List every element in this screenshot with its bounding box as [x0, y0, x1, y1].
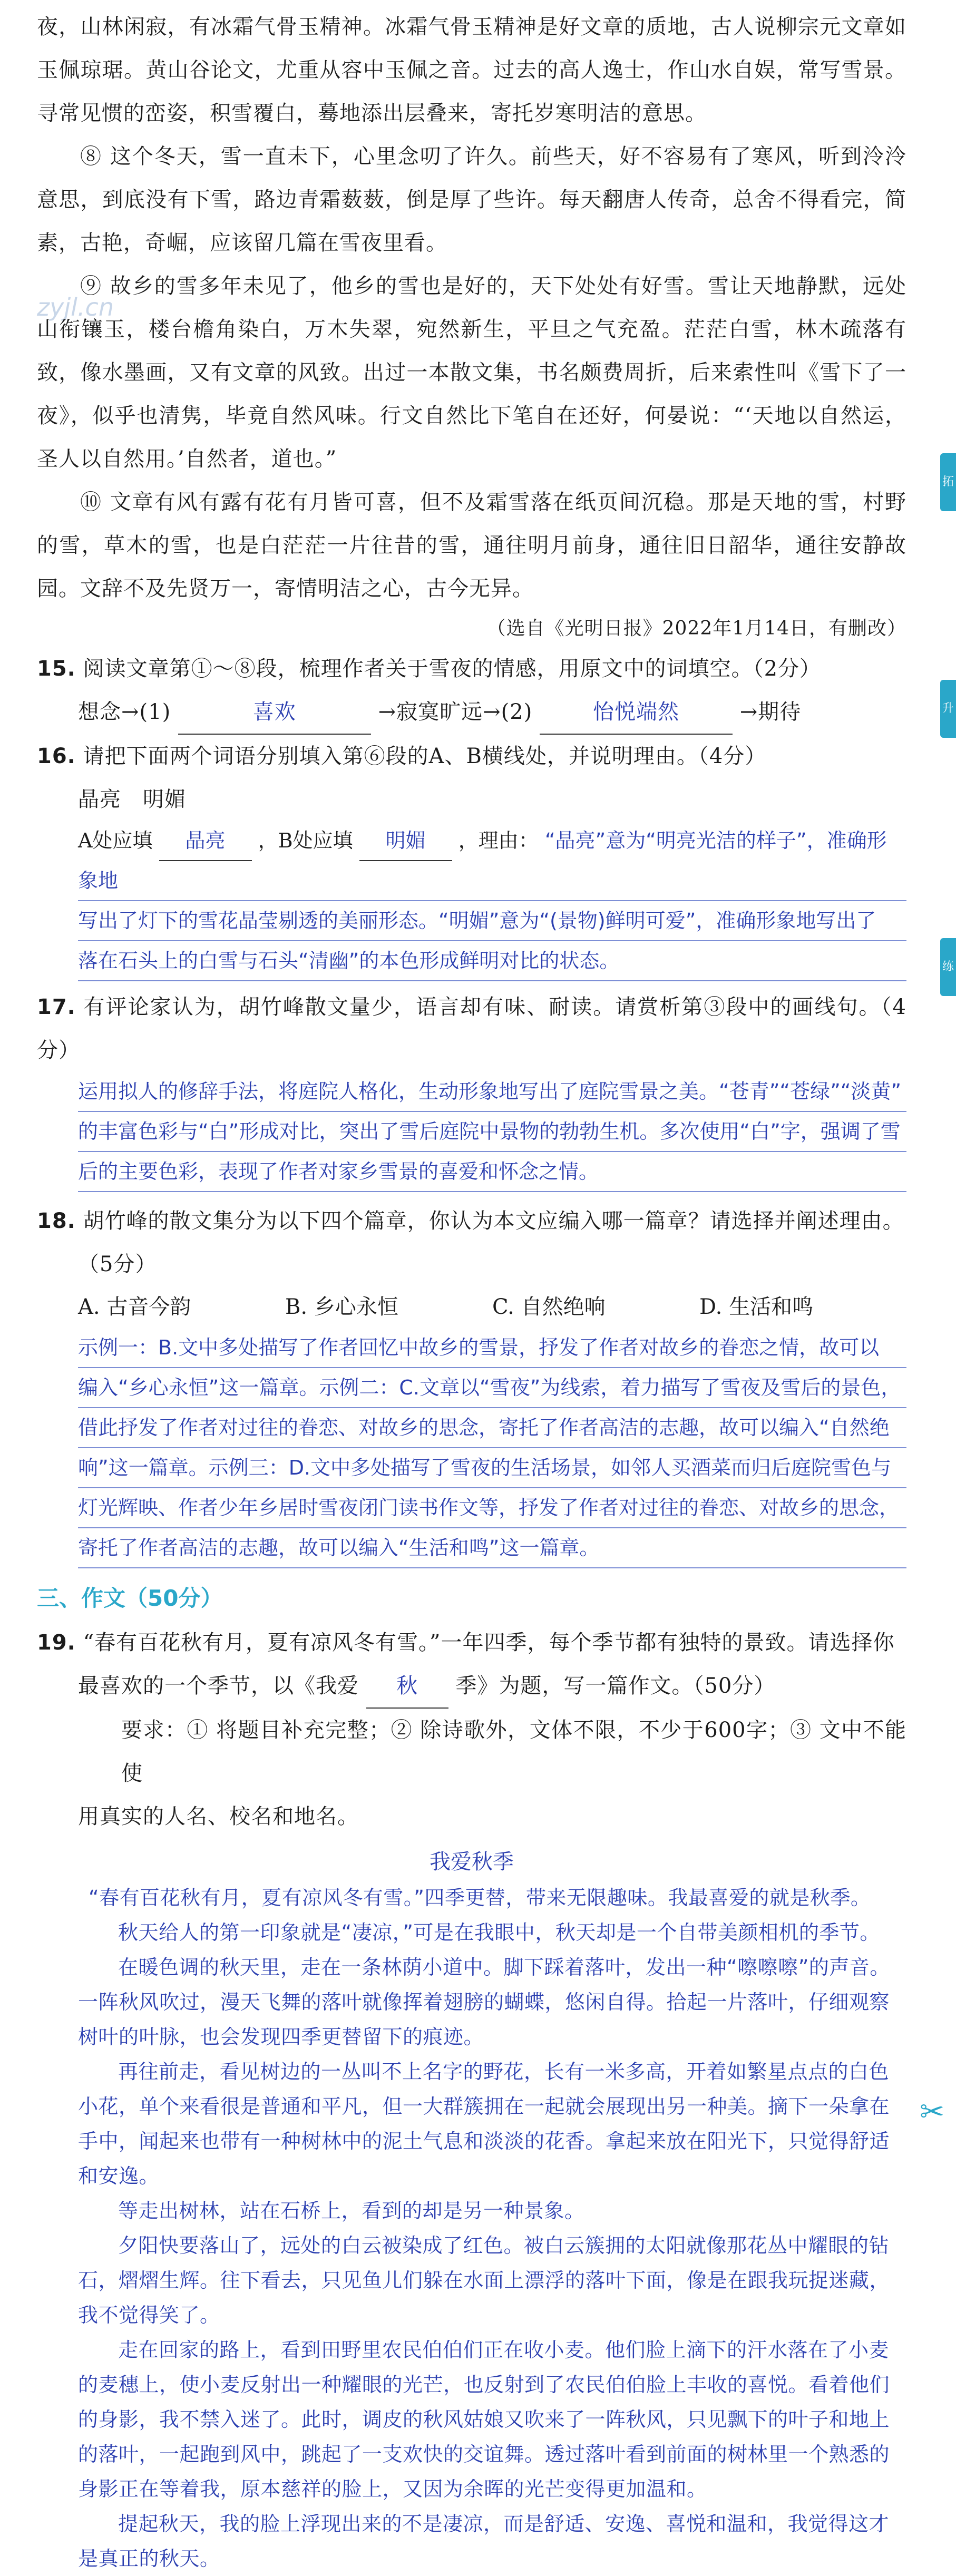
- question-text: “春有百花秋有月，夏有凉风冬有雪。”一年四季，每个季节都有独特的景致。请选择你: [83, 1631, 895, 1655]
- prompt-text: 季》为题，写一篇作文。（50分）: [455, 1674, 776, 1698]
- answer-line: 写出了灯下的雪花晶莹剔透的美丽形态。“明媚”意为“(景物)鲜明可爱”，准确形象地写出了: [78, 901, 906, 941]
- answer-blank-1[interactable]: 喜欢: [178, 690, 371, 735]
- question-number: 15.: [37, 657, 76, 681]
- reason-label: ，理由：: [458, 829, 539, 852]
- essay-paragraph: 夕阳快要落山了，远处的白云被染成了红色。被白云簇拥的太阳就像那花丛中耀眼的钻石，熠熠生辉。往下看去，只见鱼儿们躲在水面上漂浮的落叶下面，像是在跟我玩捉迷藏，我不觉得笑了。: [78, 2234, 890, 2327]
- answer-blank-2[interactable]: 怡悦端然: [540, 690, 733, 735]
- question-text: 有评论家认为，胡竹峰散文量少，语言却有味、耐读。请赏析第③段中的画线句。（4分）: [37, 995, 907, 1062]
- answer-line: 灯光辉映、作者少年乡居时雪夜闭门读书作文等，抒发了作者对过往的眷恋、对故乡的思念，: [78, 1488, 906, 1528]
- essay-title: 我爱秋季: [430, 1850, 514, 1874]
- option-b[interactable]: B. 乡心永恒: [285, 1295, 398, 1319]
- question-number: 18.: [37, 1209, 76, 1233]
- question-18-answer: [37, 1328, 906, 1568]
- page-content: [37, 0, 906, 2576]
- fill-segment: →寂寞旷远→(2): [378, 700, 533, 724]
- watermark: zyjl.cn: [37, 293, 114, 321]
- section-title: 三、作文（50分）: [37, 1585, 223, 1611]
- requirements-cont: 用真实的人名、校名和地名。: [78, 1804, 359, 1829]
- question-number: 17.: [37, 995, 76, 1019]
- answer-blank-a[interactable]: 晶亮: [159, 821, 252, 861]
- question-19: [37, 1621, 906, 1664]
- title-blank[interactable]: 秋: [366, 1664, 448, 1709]
- sidebar-tab-3: 练: [940, 938, 956, 996]
- label-b: ，B处应填: [258, 829, 353, 852]
- fill-segment: →期待: [739, 700, 802, 724]
- option-d[interactable]: D. 生活和鸣: [699, 1295, 814, 1319]
- question-19-line2: [37, 1664, 906, 1709]
- option-c[interactable]: C. 自然绝响: [492, 1295, 606, 1319]
- answer-line: 示例一：B.文中多处描写了作者回忆中故乡的雪景，抒发了作者对故乡的眷恋之情，故可以: [78, 1328, 906, 1368]
- answer-line: 运用拟人的修辞手法，将庭院人格化，生动形象地写出了庭院雪景之美。“苍青”“苍绿”“淡黄”: [78, 1072, 906, 1112]
- label-a: A处应填: [78, 829, 153, 852]
- scissor-icon: ✂: [920, 2095, 944, 2129]
- answer-line: 借此抒发了作者对过往的眷恋、对故乡的思念，寄托了作者高洁的志趣，故可以编入“自然绝: [78, 1408, 906, 1448]
- sidebar-tab-2: 升: [940, 680, 956, 738]
- answer-line: 响”这一篇章。示例三：D.文中多处描写了雪夜的生活场景，如邻人买酒菜而归后庭院雪色与: [78, 1448, 906, 1488]
- essay-paragraph: 再往前走，看见树边的一丛叫不上名字的野花，长有一米多高，开着如繁星点点的白色小花，单个来看很是普通和平凡，但一大群簇拥在一起就会展现出另一种美。摘下一朵拿在手中，闻起来也带有一种树林中的泥土气息和淡淡的花香。拿起来放在阳光下，只觉得舒适和安逸。: [78, 2060, 890, 2188]
- question-17: [37, 985, 906, 1072]
- prompt-text: 最喜欢的一个季节，以《我爱: [78, 1674, 359, 1698]
- question-18: [37, 1199, 906, 1243]
- answer-line: 落在石头上的白雪与石头“清幽”的本色形成鲜明对比的状态。: [78, 941, 906, 981]
- question-text: 阅读文章第①～⑧段，梳理作者关于雪夜的情感，用原文中的词填空。（2分）: [83, 657, 822, 681]
- essay-paragraph: 秋天给人的第一印象就是“凄凉，”可是在我眼中，秋天却是一个自带美颜相机的季节。: [118, 1921, 880, 1944]
- question-15: [37, 647, 906, 690]
- question-number: 19.: [37, 1631, 76, 1655]
- question-17-answer: [37, 1072, 906, 1192]
- word-options: 晶亮 明媚: [78, 787, 186, 812]
- requirements: 要求：① 将题目补充完整；② 除诗歌外，文体不限，不少于600字；③ 文中不能使: [121, 1718, 906, 1785]
- answer-line: 的丰富色彩与“白”形成对比，突出了雪后庭院中景物的勃勃生机。多次使用“白”字，强调了雪: [78, 1112, 906, 1152]
- essay-paragraph: 在暖色调的秋天里，走在一条林荫小道中。脚下踩着落叶，发出一种“嚓嚓嚓”的声音。一阵秋风吹过，漫天飞舞的落叶就像挥着翅膀的蝴蝶，悠闲自得。拾起一片落叶，仔细观察树叶的叶脉，也会发现四季更替留下的痕迹。: [78, 1956, 890, 2048]
- answer-line: 编入“乡心永恒”这一篇章。示例二：C.文章以“雪夜”为线索，着力描写了雪夜及雪后的景色，: [78, 1368, 906, 1408]
- fill-segment: 想念→(1): [78, 700, 171, 724]
- essay-paragraph: 等走出树林，站在石桥上，看到的却是另一种景象。: [118, 2199, 585, 2222]
- essay-body: [37, 1880, 906, 2576]
- sidebar-tab-1: 拓: [940, 453, 956, 511]
- question-16-answer: [37, 821, 906, 981]
- question-15-fill-row: [37, 690, 906, 735]
- question-16: [37, 735, 906, 778]
- essay-paragraph: 提起秋天，我的脸上浮现出来的不是凄凉，而是舒适、安逸、喜悦和温和，我觉得这才是真正的秋天。: [78, 2512, 890, 2570]
- passage-paragraph-10: ⑩ 文章有风有露有花有月皆可喜，但不及霜雪落在纸页间沉稳。那是天地的雪，村野的雪，草木的雪，也是白茫茫一片往昔的雪，通往明月前身，通往旧日韶华，通往安静故园。文辞不及先贤万一，寄情明洁之心，古今无异。: [37, 490, 906, 601]
- question-text: 请把下面两个词语分别填入第⑥段的A、B横线处，并说明理由。（4分）: [83, 744, 767, 768]
- essay-paragraph: 走在回家的路上，看到田野里农民伯伯们正在收小麦。他们脸上滴下的汗水落在了小麦的麦穗上，使小麦反射出一种耀眼的光芒，也反射到了农民伯伯脸上丰收的喜悦。看着他们的身影，我不禁入迷了。此时，调皮的秋风姑娘又吹来了一阵秋风，只见飘下的叶子和地上的落叶，一起跑到风中，跳起了一支欢快的交谊舞。透过落叶看到前面的树林里一个熟悉的身影正在等着我，原本慈祥的脸上，又因为余晖的光芒变得更加温和。: [78, 2338, 890, 2501]
- question-18-score: （5分）: [78, 1252, 157, 1276]
- question-18-options: [37, 1286, 906, 1328]
- reason-text: “晶亮”意为“明亮光洁的样子”，准确形象地: [78, 829, 887, 892]
- question-text: 胡竹峰的散文集分为以下四个篇章，你认为本文应编入哪一篇章？请选择并阐述理由。: [83, 1209, 904, 1233]
- passage-source: （选自《光明日报》2022年1月14日，有删改）: [486, 618, 906, 639]
- passage-paragraph-8: ⑧ 这个冬天，雪一直未下，心里念叨了许久。前些天，好不容易有了寒风，听到泠泠意思，到底没有下雪，路边青霜薮薮，倒是厚了些许。每天翻唐人传奇，总舍不得看完，简素，古艳，奇崛，应该留几篇在雪夜里看。: [37, 144, 906, 255]
- passage-paragraph-9: ⑨ 故乡的雪多年未见了，他乡的雪也是好的，天下处处有好雪。雪让天地静默，远处山衔镶玉，楼台檐角染白，万木失翠，宛然新生，平旦之气充盈。茫茫白雪，林木疏落有致，像水墨画，又有文章的风致。出过一本散文集，书名颇费周折，后来索性叫《雪下了一夜》，似乎也清隽，毕竟自然风味。行文自然比下笔自在还好，何晏说：“‘天地以自然运，圣人以自然用。’自然者，道也。”: [37, 274, 906, 471]
- answer-line: 后的主要色彩，表现了作者对家乡雪景的喜爱和怀念之情。: [78, 1152, 906, 1192]
- answer-line: 寄托了作者高洁的志趣，故可以编入“生活和鸣”这一篇章。: [78, 1528, 906, 1568]
- question-number: 16.: [37, 744, 76, 768]
- answer-line: [78, 821, 906, 901]
- passage-paragraph-7-cont: 夜，山林闲寂，有冰霜气骨玉精神。冰霜气骨玉精神是好文章的质地，古人说柳宗元文章如玉佩琼琚。黄山谷论文，尤重从容中玉佩之音。过去的高人逸士，作山水自娱，常写雪景。寻常见惯的峦姿，积雪覆白，蓦地添出层叠来，寄托岁寒明洁的意思。: [37, 15, 906, 125]
- essay-paragraph: “春有百花秋有月，夏有凉风冬有雪。”四季更替，带来无限趣味。我最喜爱的就是秋季。: [89, 1886, 871, 1909]
- option-a[interactable]: A. 古音今韵: [78, 1295, 191, 1319]
- answer-blank-b[interactable]: 明媚: [359, 821, 452, 861]
